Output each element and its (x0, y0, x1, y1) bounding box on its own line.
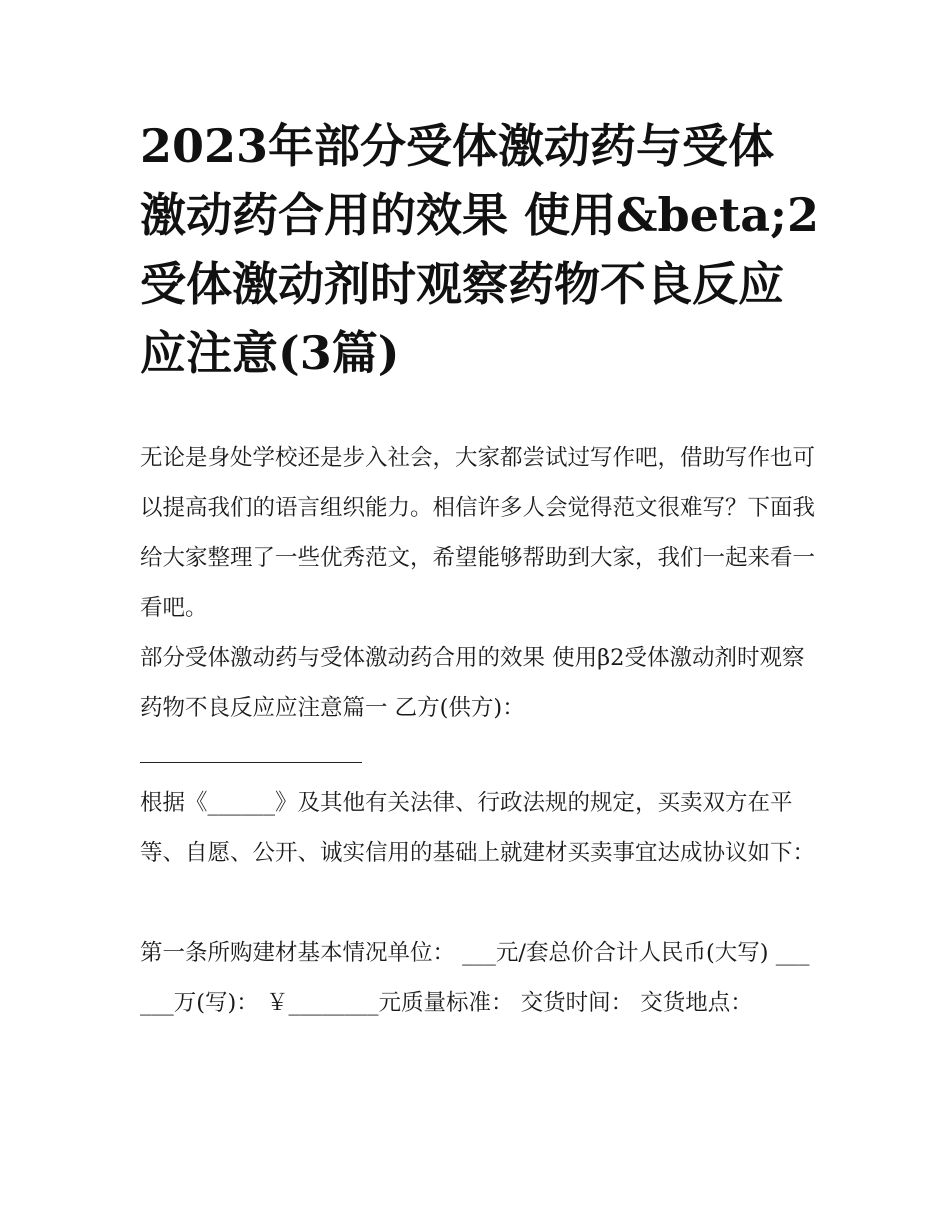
document-title: 2023年部分受体激动药与受体激动药合用的效果 使用&beta;2受体激动剂时观察药物不良反应应注意(3篇) (140, 119, 820, 380)
intro-paragraph: 无论是身处学校还是步入社会，大家都尝试过写作吧，借助写作也可以提高我们的语言组织能力。相信许多人会觉得范文很难写？下面我给大家整理了一些优秀范文，希望能够帮助到大家，我们一起来看一看吧。 (140, 445, 816, 621)
basis-paragraph: 根据《______》及其他有关法律、行政法规的规定，买卖双方在平等、自愿、公开、诚实信用的基础上就建材买卖事宜达成协议如下： (140, 790, 816, 866)
blank-fill-line (140, 762, 362, 763)
article-one-paragraph: 第一条所购建材基本情况单位： ___元/套总价合计人民币(大写) ______万(写)： ￥________元质量标准： 交货时间： 交货地点： (140, 940, 810, 1016)
section-heading-paragraph: 部分受体激动药与受体激动药合用的效果 使用β2受体激动剂时观察药物不良反应应注意篇一 乙方(供方)： (140, 645, 805, 721)
